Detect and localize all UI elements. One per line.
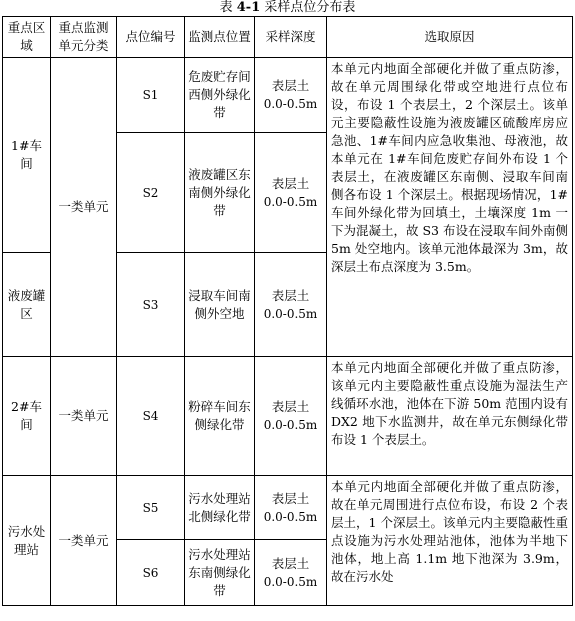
depth-label: 表层土 (271, 490, 310, 506)
point-location: 浸取车间南侧外空地 (185, 253, 255, 357)
header-unit: 重点监测单元分类 (51, 17, 117, 58)
header-reason: 选取原因 (327, 17, 573, 58)
sampling-table (2, 16, 573, 606)
depth-range: 0.0-0.5m (263, 509, 318, 524)
reason-cell: 本单元内地面全部硬化并做了重点防渗，该单元内主要隐蔽性重点设施为湿法生产线循环水池，池体在下游 50m 范围内设有 DX2 地下水监测井，故在单元东侧绿化带布设 1 个表层土。 (327, 357, 573, 476)
depth-range: 0.0-0.5m (263, 97, 318, 111)
point-location: 粉碎车间东侧绿化带 (185, 357, 255, 476)
depth-label: 表层土 (271, 78, 310, 93)
point-id: S4 (117, 357, 185, 476)
point-id: S2 (117, 133, 185, 253)
reason-cell: 本单元内地面全部硬化并做了重点防渗，故在单元周围绿化带或空地进行点位布设，布设 1 个表层土，2 个深层土。该单元主要隐蔽性设施为液废罐区硫酸库房应急池、1#车间内应急收集池、母液池，故本单元在 1#车间危废贮存间外布设 1 个表层土，在液废罐区东南侧、浸取车间南侧各布设 1 个深层土。根据现场情况，1#车间外绿化带为回填土，土壤深度 1m 一下为混凝土，故 S3 布设在浸取车间外南侧 5m 处空地内。该单元池体最深为 3m，故深层土布点深度为 3.5m。 (327, 58, 573, 357)
caption-prefix: 表 (219, 0, 237, 15)
table-row (3, 476, 573, 540)
depth-cell (255, 133, 327, 253)
header-point: 点位编号 (117, 17, 185, 58)
depth-range: 0.0-0.5m (263, 574, 318, 589)
depth-cell (255, 476, 327, 540)
table-row (3, 58, 573, 133)
point-id: S5 (117, 476, 185, 540)
area-cell: 2#车间 (3, 357, 51, 476)
point-location: 污水处理站北侧绿化带 (185, 476, 255, 540)
header-location: 监测点位置 (185, 17, 255, 58)
depth-cell (255, 253, 327, 357)
header-row (3, 17, 573, 58)
table-caption (0, 0, 575, 16)
header-depth: 采样深度 (255, 17, 327, 58)
area-cell: 污水处理站 (3, 476, 51, 606)
depth-cell (255, 540, 327, 606)
depth-label: 表层土 (271, 555, 310, 571)
depth-label: 表层土 (271, 175, 310, 191)
depth-range: 0.0-0.5m (263, 194, 318, 209)
depth-cell (255, 58, 327, 133)
header-area: 重点区域 (3, 17, 51, 58)
depth-range: 0.0-0.5m (263, 418, 318, 432)
unit-cell: 一类单元 (51, 58, 117, 357)
depth-label: 表层土 (271, 399, 310, 414)
area-cell: 液废罐区 (3, 253, 51, 357)
reason-cell: 本单元内地面全部硬化并做了重点防渗，故在单元周围进行点位布设，布设 2 个表层土，1 个深层土。该单元内主要隐蔽性重点设施为污水处理站池体，池体为半地下池体，地上高 1.1m 地下池深为 3.9m，故在污水处 (327, 476, 573, 606)
depth-label: 表层土 (271, 287, 310, 303)
table-row (3, 357, 573, 476)
caption-title: 采样点位分布表 (260, 0, 356, 15)
area-cell: 1#车间 (3, 58, 51, 253)
unit-cell: 一类单元 (51, 357, 117, 476)
unit-cell: 一类单元 (51, 476, 117, 606)
point-location: 污水处理站东南侧绿化带 (185, 540, 255, 606)
point-id: S1 (117, 58, 185, 133)
point-location: 液废罐区东南侧外绿化带 (185, 133, 255, 253)
point-id: S3 (117, 253, 185, 357)
point-location: 危废贮存间西侧外绿化带 (185, 58, 255, 133)
point-id: S6 (117, 540, 185, 606)
caption-number: 4-1 (236, 0, 261, 15)
depth-cell (255, 357, 327, 476)
depth-range: 0.0-0.5m (263, 306, 318, 321)
